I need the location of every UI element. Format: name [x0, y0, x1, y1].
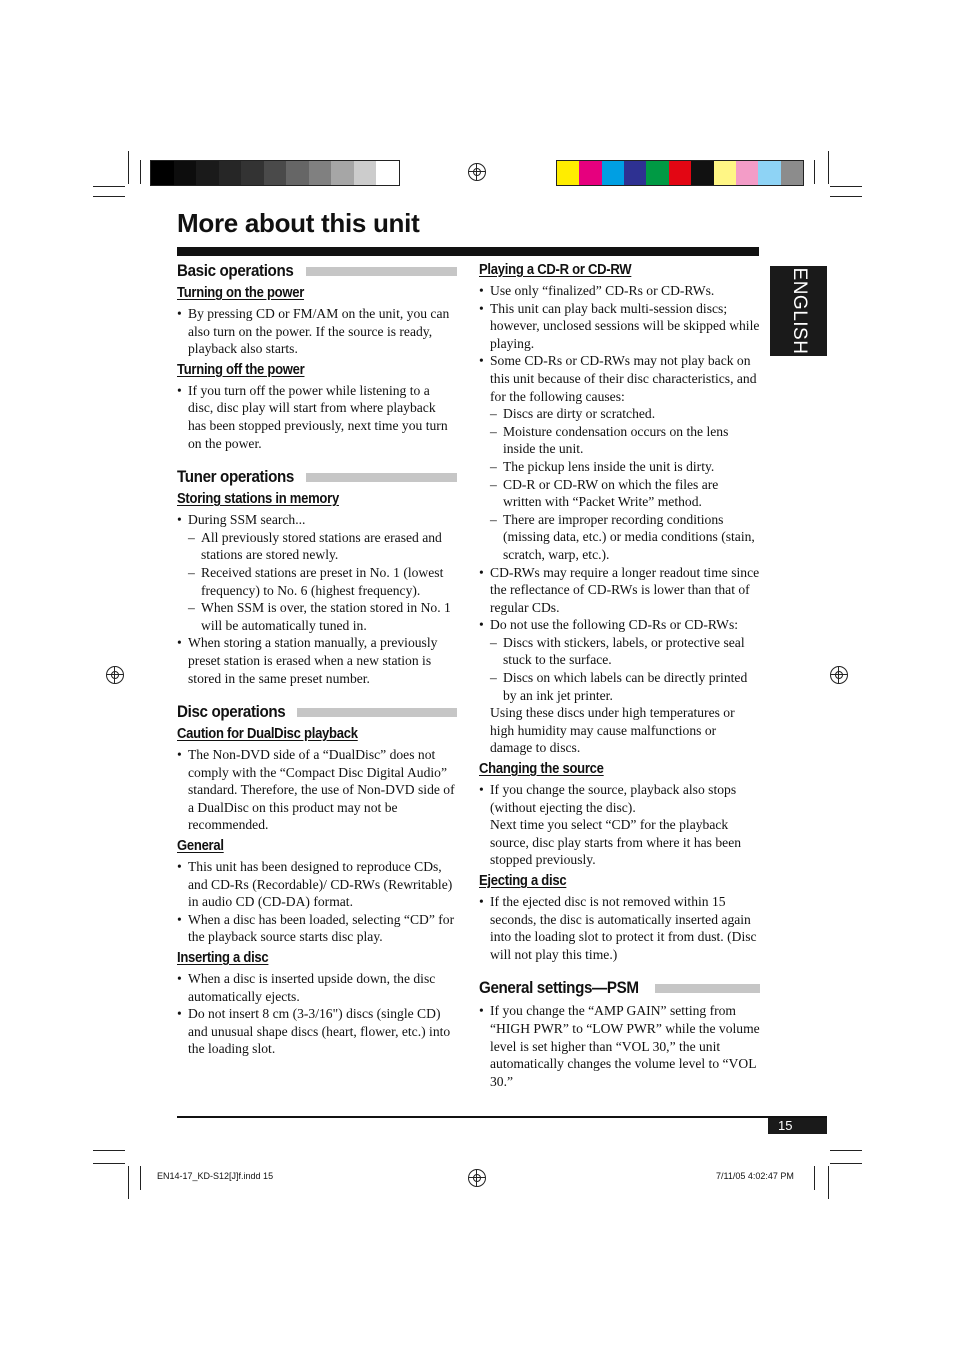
crop-mark: [93, 196, 125, 197]
list-item: – There are improper recording conditions (missing data, etc.) or media conditions (stain, scratch, warp, etc.).: [479, 511, 760, 564]
list-item: • Do not insert 8 cm (3-3/16") discs (single CD) and unusual shape discs (heart, flower, etc.) into the loading slot.: [177, 1005, 457, 1058]
crop-mark: [93, 1163, 125, 1164]
language-tab: [770, 266, 827, 356]
subheading-changing-source: Changing the source: [479, 761, 604, 778]
color-swatch: [781, 161, 803, 185]
process-color-bar: [556, 160, 804, 186]
color-swatch: [219, 161, 242, 185]
subheading-general: General: [177, 838, 224, 855]
color-swatch: [331, 161, 354, 185]
subheading-turning-on: Turning on the power: [177, 285, 305, 301]
color-swatch: [286, 161, 309, 185]
crop-mark: [830, 186, 862, 187]
list-item: – The pickup lens inside the unit is dirty.: [479, 458, 760, 476]
bullet-list: [479, 781, 760, 869]
registration-mark-icon: [830, 666, 848, 684]
list-item: • If you turn off the power while listening to a disc, disc play will start from where playback has been stopped previously, next time you turn on the power.: [177, 382, 457, 452]
crop-mark: [93, 186, 125, 187]
crop-mark: [830, 1163, 862, 1164]
registration-mark-icon: [106, 666, 124, 684]
crop-mark: [140, 160, 141, 184]
list-item: • The Non-DVD side of a “DualDisc” does not comply with the “Compact Disc Digital Audio” standard. Therefore, the use of Non-DVD side of a DualDisc on this product may not be recommended.: [177, 746, 457, 834]
color-swatch: [196, 161, 219, 185]
file-slug: EN14-17_KD-S12[J]f.indd 15: [157, 1171, 274, 1181]
bullet-list: [177, 382, 457, 452]
section-heading-tuner: Tuner operations: [177, 468, 457, 487]
crop-mark: [814, 1166, 815, 1190]
registration-mark-icon: [468, 1169, 486, 1187]
color-swatch: [241, 161, 264, 185]
color-swatch: [354, 161, 377, 185]
color-swatch: [602, 161, 624, 185]
crop-mark: [830, 196, 862, 197]
right-column: [479, 262, 760, 1092]
crop-mark: [830, 1150, 862, 1151]
subheading-playing-cdr: Playing a CD-R or CD-RW: [479, 262, 632, 278]
left-column: [177, 262, 457, 1060]
color-swatch: [264, 161, 287, 185]
subheading-ejecting-disc: Ejecting a disc: [479, 873, 567, 889]
bullet-list: [479, 893, 760, 963]
list-item: – When SSM is over, the station stored in No. 1 will be automatically tuned in.: [177, 599, 457, 634]
list-item: – Received stations are preset in No. 1 (lowest frequency) to No. 6 (highest frequency).: [177, 564, 457, 599]
list-note: Next time you select “CD” for the playback source, disc play starts from where it has been stopped previously.: [490, 817, 742, 868]
list-item: • By pressing CD or FM/AM on the unit, you can also turn on the power. If the source is ready, playback also starts.: [177, 305, 457, 358]
bullet-list: [177, 970, 457, 1058]
list-item: – Discs with stickers, labels, or protective seal stuck to the surface.: [479, 634, 760, 669]
crop-mark: [828, 151, 829, 184]
list-item: • This unit can play back multi-session discs; however, unclosed sessions will be skipped while playing.: [479, 300, 760, 353]
list-item: • CD-RWs may require a longer readout time since the reflectance of CD-RWs is lower than that of regular CDs.: [479, 564, 760, 617]
list-item: • This unit has been designed to reproduce CDs, and CD-Rs (Recordable)/ CD-RWs (Rewritable) in audio CD (CD-DA) format.: [177, 858, 457, 911]
crop-mark: [128, 1166, 129, 1199]
list-item: – All previously stored stations are erased and stations are stored newly.: [177, 529, 457, 564]
list-note: Using these discs under high temperatures or high humidity may cause malfunctions or damage to discs.: [490, 705, 735, 756]
list-item: – CD-R or CD-RW on which the files are written with “Packet Write” method.: [479, 476, 760, 511]
crop-mark: [93, 1150, 125, 1151]
page-title: More about this unit: [177, 208, 420, 238]
subheading-inserting-disc: Inserting a disc: [177, 950, 269, 967]
gray-color-bar: [150, 160, 400, 186]
list-item: – Discs on which labels can be directly printed by an ink jet printer.: [479, 669, 760, 704]
bullet-list: [177, 858, 457, 946]
bullet-list: [177, 511, 457, 687]
list-item: • If you change the “AMP GAIN” setting from “HIGH PWR” to “LOW PWR” while the volume level is set higher than “VOL 30,” the unit automatically changes the volume level to “VOL 30.”: [479, 1002, 760, 1090]
footer-rule: [177, 1116, 827, 1118]
list-item: – Moisture condensation occurs on the lens inside the unit.: [479, 423, 760, 458]
section-heading-psm: General settings—PSM: [479, 979, 760, 998]
list-item: • During SSM search...: [177, 511, 457, 529]
section-heading-disc: Disc operations: [177, 703, 457, 722]
color-swatch: [151, 161, 174, 185]
list-item: • When a disc is inserted upside down, the disc automatically ejects.: [177, 970, 457, 1005]
color-swatch: [174, 161, 197, 185]
date-slug: 7/11/05 4:02:47 PM: [716, 1171, 794, 1181]
crop-mark: [140, 1166, 141, 1190]
color-swatch: [579, 161, 601, 185]
bullet-list: [177, 746, 457, 834]
list-item: • If the ejected disc is not removed within 15 seconds, the disc is automatically inserted again into the loading slot to protect it from dust. (Disc will not play this time.): [479, 893, 760, 963]
color-swatch: [309, 161, 332, 185]
bullet-list: [479, 1002, 760, 1090]
list-item: • When storing a station manually, a previously preset station is erased when a new station is stored in the same preset number.: [177, 634, 457, 687]
section-heading-basic: Basic operations: [177, 262, 457, 281]
subheading-storing-stations: Storing stations in memory: [177, 491, 339, 508]
subheading-dualdisc: Caution for DualDisc playback: [177, 726, 358, 743]
color-swatch: [376, 161, 399, 185]
list-item: • If you change the source, playback also stops (without ejecting the disc).: [479, 781, 760, 816]
bullet-list: [479, 282, 760, 757]
list-item: • Use only “finalized” CD-Rs or CD-RWs.: [479, 282, 760, 300]
bullet-list: [177, 305, 457, 358]
crop-mark: [128, 151, 129, 184]
crop-mark: [814, 160, 815, 184]
color-swatch: [691, 161, 713, 185]
subheading-turning-off: Turning off the power: [177, 361, 305, 378]
color-swatch: [646, 161, 668, 185]
color-swatch: [669, 161, 691, 185]
color-swatch: [714, 161, 736, 185]
color-swatch: [557, 161, 579, 185]
color-swatch: [736, 161, 758, 185]
registration-mark-icon: [468, 163, 486, 181]
list-item: – Discs are dirty or scratched.: [479, 405, 760, 423]
list-item: • Do not use the following CD-Rs or CD-RWs:: [479, 616, 760, 634]
language-label: ENGLISH: [788, 267, 810, 355]
color-swatch: [758, 161, 780, 185]
list-item: • When a disc has been loaded, selecting “CD” for the playback source starts disc play.: [177, 911, 457, 946]
crop-mark: [828, 1166, 829, 1199]
list-item: • Some CD-Rs or CD-RWs may not play back on this unit because of their disc characteristics, and for the following causes:: [479, 352, 760, 405]
color-swatch: [624, 161, 646, 185]
title-rule: [177, 247, 759, 256]
page-number: 15: [768, 1118, 827, 1134]
